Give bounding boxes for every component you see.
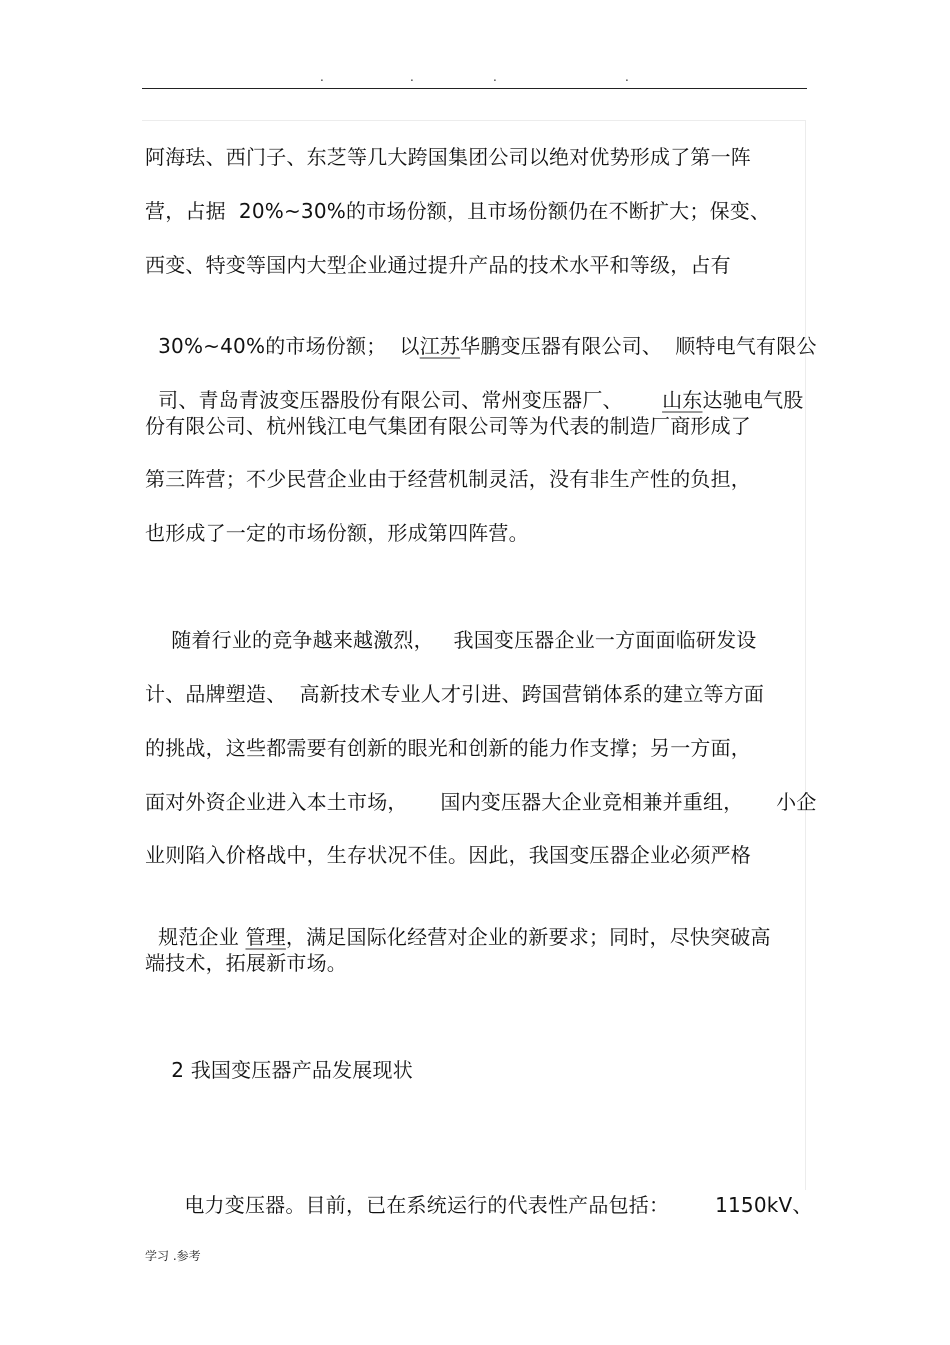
- text-line: 西变、特变等国内大型企业通过提升产品的技术水平和等级，占有: [145, 253, 731, 277]
- text-line: 阿海珐、西门子、东芝等几大跨国集团公司以绝对优势形成了第一阵: [145, 145, 751, 169]
- text-line: 面对外资企业进入本土市场， 国内变压器大企业竞相兼并重组， 小企: [145, 790, 817, 814]
- text-segment: 30%~40%的市场份额； 以: [158, 334, 420, 358]
- text-line: 端技术，拓展新市场。: [145, 951, 347, 975]
- text-line: 计、品牌塑造、 高新技术专业人才引进、跨国营销体系的建立等方面: [145, 682, 765, 706]
- keyword-link[interactable]: 江苏: [419, 334, 461, 358]
- header-dots: [0, 70, 950, 84]
- keyword-link[interactable]: 管理: [245, 925, 286, 949]
- header-dot: .: [410, 70, 414, 84]
- text-line: 的挑战，这些都需要有创新的眼光和创新的能力作支撑；另一方面，: [145, 736, 751, 760]
- text-line: 业则陷入价格战中，生存状况不佳。因此，我国变压器企业必须严格: [145, 843, 751, 867]
- text-segment: ，满足国际化经营对企业的新要求；同时，尽快突破高: [285, 925, 771, 949]
- text-segment: 华鹏变压器有限公司、 顺特电气有限公: [460, 334, 817, 358]
- text-segment: 1150kV、: [715, 1193, 813, 1217]
- text-line: [145, 895, 771, 951]
- header-dot: .: [493, 70, 497, 84]
- header-dot: .: [625, 70, 629, 84]
- text-line: 也形成了一定的市场份额，形成第四阵营。: [145, 521, 529, 545]
- keyword-link[interactable]: 山东: [662, 388, 703, 412]
- header-rule: [142, 88, 807, 89]
- section-heading: 2 我国变压器产品发展现状: [145, 1058, 413, 1082]
- text-line: [145, 304, 817, 360]
- text-line: 份有限公司、杭州钱江电气集团有限公司等为代表的制造厂商形成了: [145, 414, 751, 438]
- text-segment: 达驰电气股: [702, 388, 804, 412]
- text-line: 随着行业的竞争越来越激烈， 我国变压器企业一方面面临研发设: [145, 628, 757, 652]
- text-line: 营，占据 20%~30%的市场份额，且市场份额仍在不断扩大；保变、: [145, 199, 771, 223]
- footer-label: 学习 .参考: [145, 1249, 201, 1263]
- text-line: [145, 358, 803, 414]
- page-frame: [142, 120, 806, 1190]
- text-segment: 规范企业: [158, 925, 246, 949]
- text-segment: 电力变压器。目前，已在系统运行的代表性产品包括：: [158, 1193, 716, 1217]
- text-line: [145, 1163, 813, 1219]
- text-segment: 司、青岛青波变压器股份有限公司、常州变压器厂、: [158, 388, 663, 412]
- text-line: 第三阵营；不少民营企业由于经营机制灵活，没有非生产性的负担，: [145, 467, 751, 491]
- header-dot: .: [320, 70, 324, 84]
